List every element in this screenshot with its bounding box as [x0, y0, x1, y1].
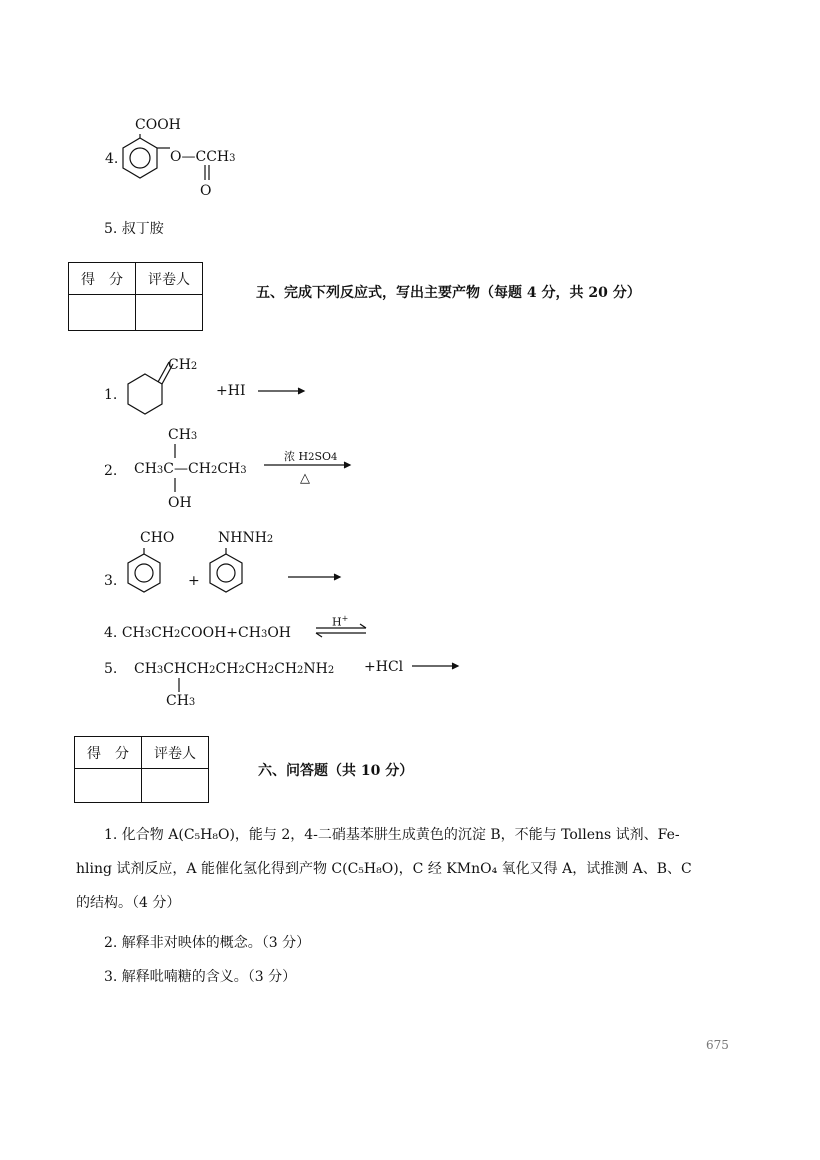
- cooh-label: COOH: [135, 117, 181, 133]
- question-1-line-1: 1. 化合物 A(C₅H₈O)，能与 2，4-二硝基苯肼生成黄色的沉淀 B，不能与 Tollens 试剂、Fe-: [104, 827, 680, 843]
- question-1-line-3: 的结构。（4 分）: [76, 895, 181, 911]
- question-1-line-2: hling 试剂反应，A 能催化氢化得到产物 C(C₅H₈O)，C 经 KMnO₄ 氧化又得 A，试推测 A、B、C: [76, 861, 692, 877]
- ch2-label: CH2: [168, 357, 198, 373]
- score-table-2: [74, 736, 209, 803]
- benzaldehyde-cho: CHO: [140, 530, 175, 546]
- score-cell: [75, 769, 142, 803]
- methylenecyclohexane-ring: [128, 372, 188, 422]
- r1-reagent: +HI: [216, 383, 246, 399]
- grader-header: 评卷人: [142, 737, 209, 769]
- r5-number: 5.: [104, 661, 118, 677]
- ester-group-label: O—CCH3: [170, 149, 236, 165]
- r4-equation: 4. CH3CH2COOH+CH3OH: [104, 625, 291, 641]
- score-cell: [69, 295, 136, 331]
- section-6-title: 六、问答题（共 10 分）: [258, 763, 414, 779]
- question-2: 2. 解释非对映体的概念。（3 分）: [104, 935, 311, 951]
- phenylhydrazine-nhnh2: NHNH2: [218, 530, 274, 546]
- r4-condition: H+: [332, 614, 349, 629]
- r2-condition-heat: △: [300, 471, 310, 486]
- benzaldehyde-ring: [126, 552, 166, 596]
- carbonyl-oxygen: O: [200, 183, 212, 199]
- q4-number: 4.: [105, 151, 119, 167]
- page-number: 675: [706, 1038, 729, 1052]
- r3-plus: +: [188, 573, 200, 589]
- benzene-ring-aspirin: [120, 138, 180, 198]
- score-table-1: [68, 262, 203, 331]
- r5-main-chain: CH3CHCH2CH2CH2CH2NH2: [134, 661, 335, 677]
- r2-hydroxyl: OH: [168, 495, 192, 511]
- r5-branch-methyl: CH3: [166, 693, 196, 709]
- r5-arrow: [412, 661, 462, 671]
- r2-top-methyl: CH3: [168, 427, 198, 443]
- score-header: 得 分: [75, 737, 142, 769]
- r5-reagent: +HCl: [364, 659, 404, 675]
- grader-header: 评卷人: [136, 263, 203, 295]
- section-5-title: 五、完成下列反应式，写出主要产物（每题 4 分，共 20 分）: [256, 285, 641, 301]
- r2-condition-acid: 浓 H2SO4: [284, 450, 338, 463]
- r3-number: 3.: [104, 573, 118, 589]
- grader-cell: [136, 295, 203, 331]
- r1-arrow: [258, 386, 308, 396]
- q5-text: 5. 叔丁胺: [104, 221, 164, 237]
- score-header: 得 分: [69, 263, 136, 295]
- phenylhydrazine-ring: [208, 552, 248, 596]
- r2-main-chain: CH3C—CH2CH3: [134, 461, 247, 477]
- r4-equilibrium-arrow: [316, 624, 372, 638]
- grader-cell: [142, 769, 209, 803]
- r2-number: 2.: [104, 463, 118, 479]
- r1-number: 1.: [104, 387, 118, 403]
- question-3: 3. 解释吡喃糖的含义。（3 分）: [104, 969, 297, 985]
- r2-arrow: [264, 460, 354, 470]
- r3-arrow: [288, 572, 344, 582]
